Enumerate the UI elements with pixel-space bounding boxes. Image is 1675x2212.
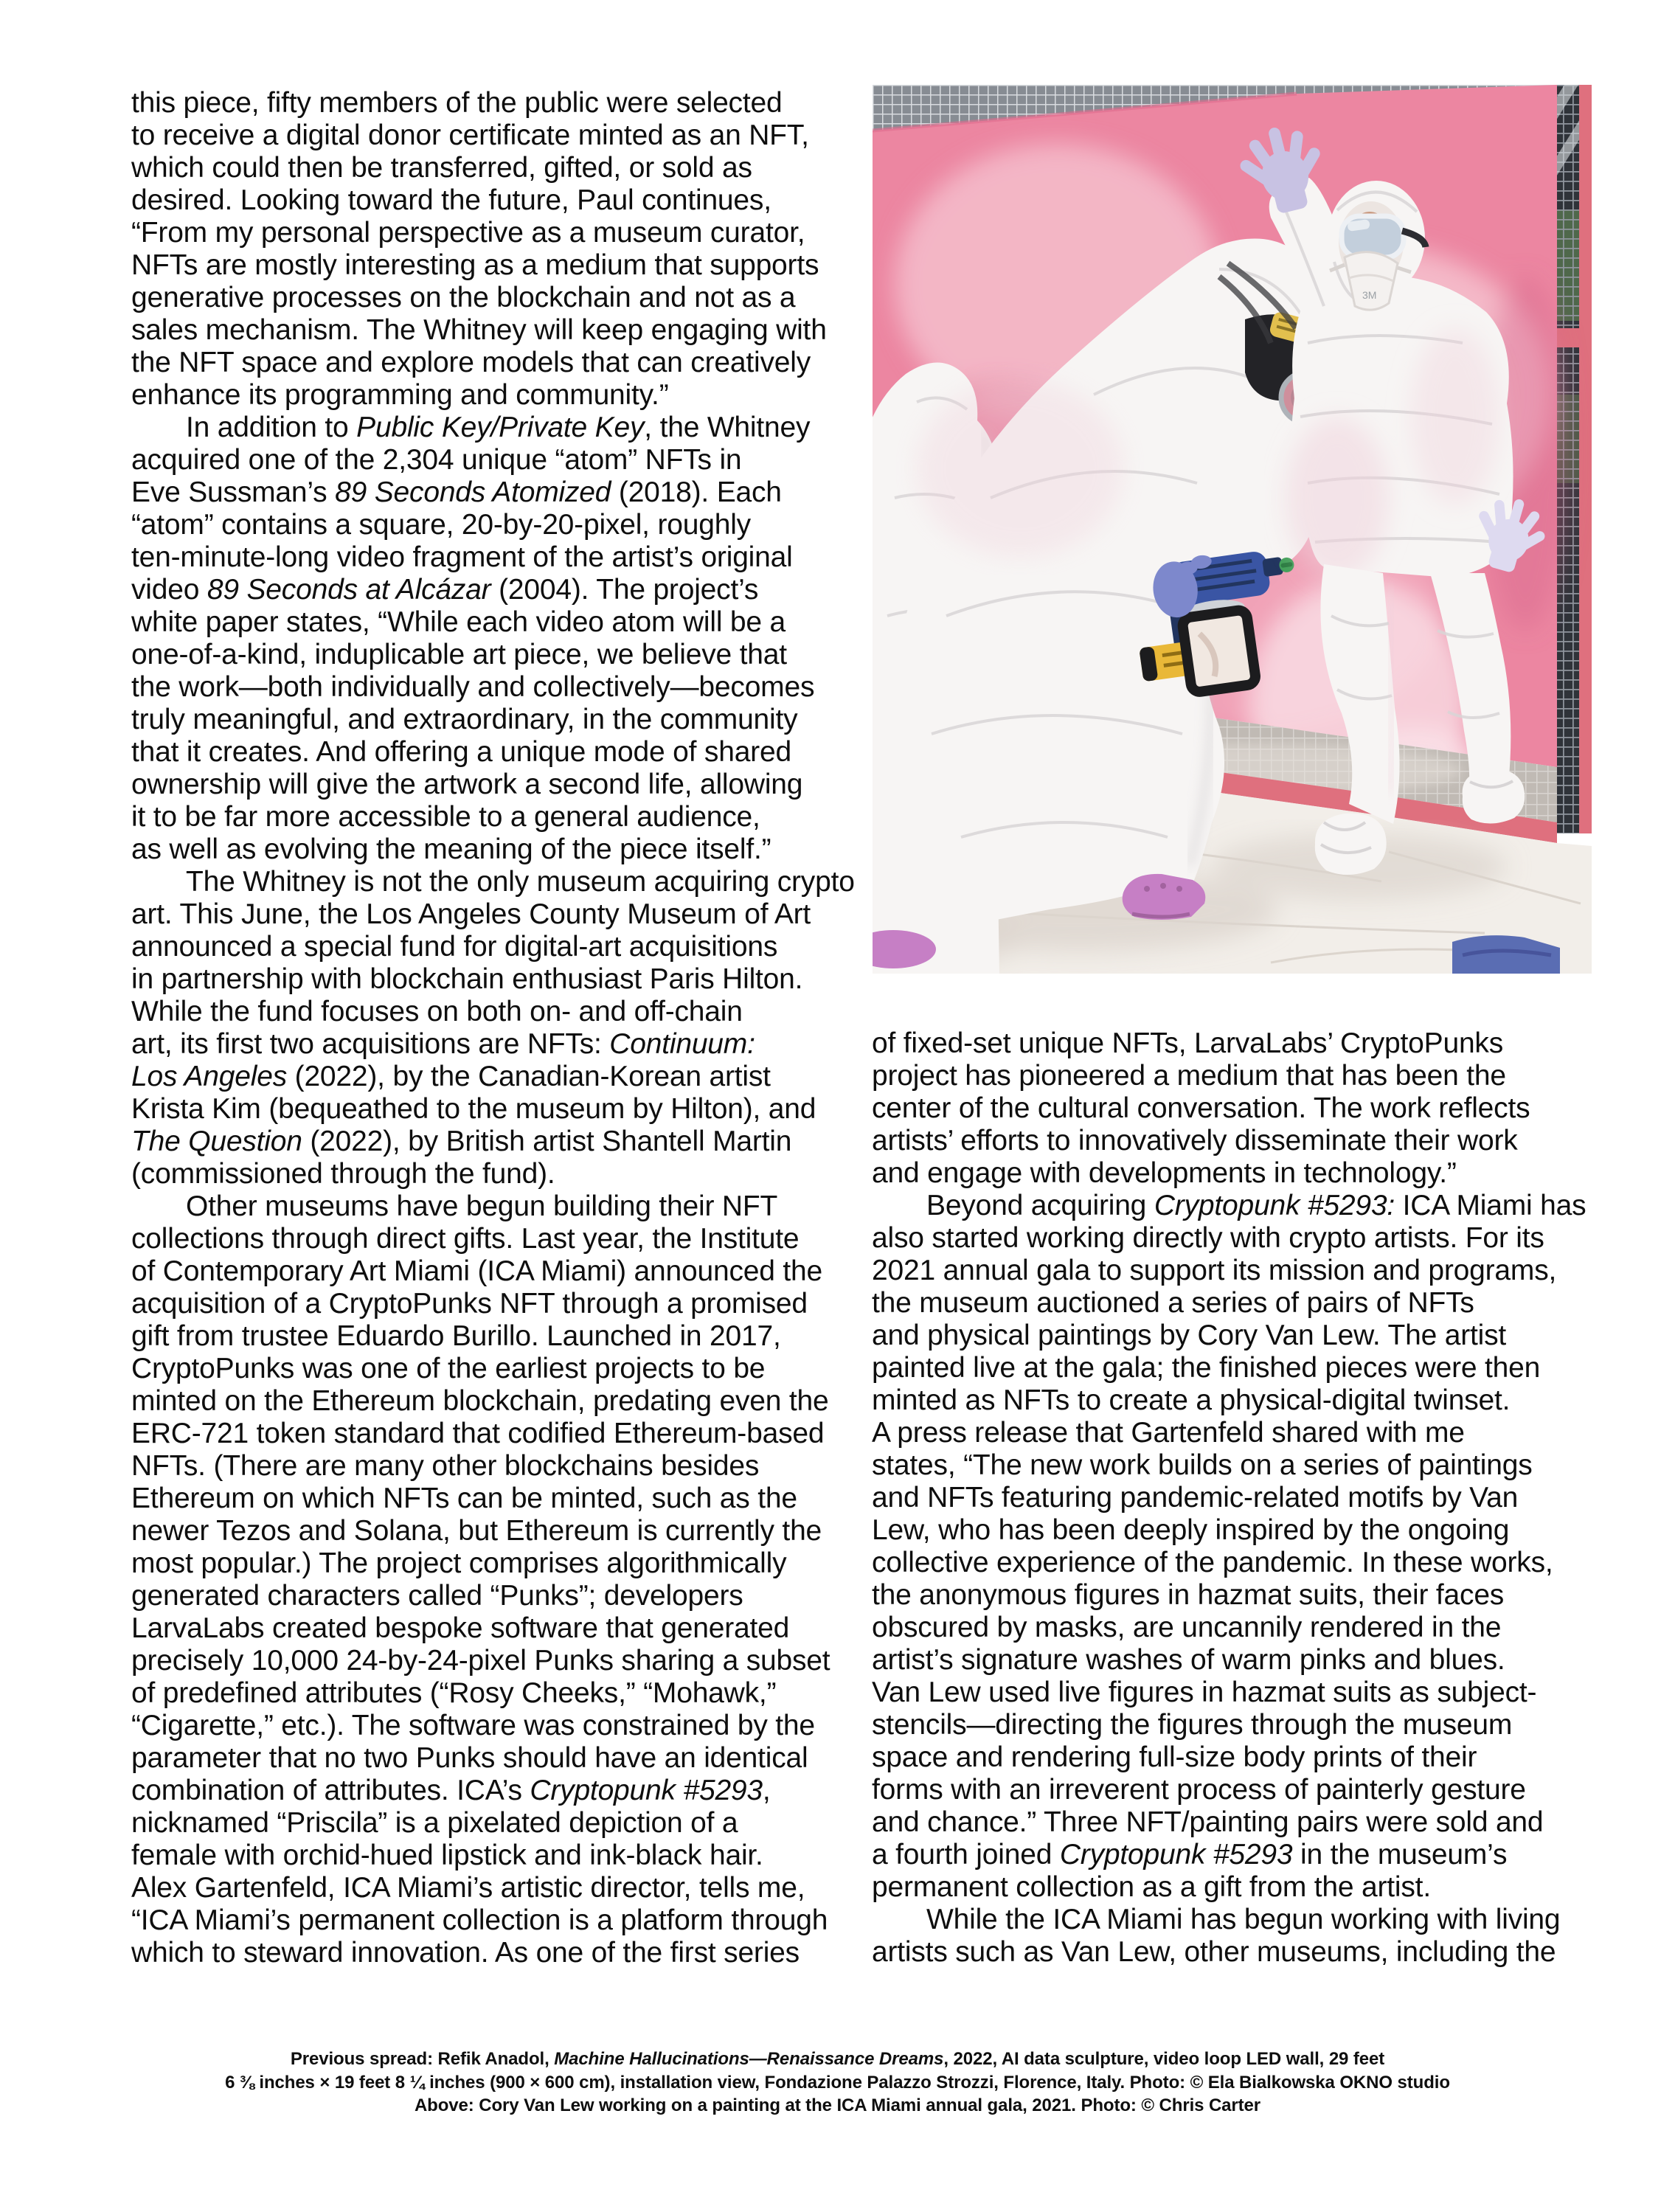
text-segment: A press release that Gartenfeld shared with me [872, 1417, 1465, 1449]
text-segment: of fixed-set unique NFTs, LarvaLabs’ CryptoPunks [872, 1027, 1504, 1059]
text-segment: Krista Kim (bequeathed to the museum by Hilton), and [131, 1093, 816, 1125]
text-line [131, 1872, 869, 1904]
text-line [872, 1125, 1609, 1157]
text-line [131, 1904, 869, 1937]
text-line [131, 1385, 869, 1418]
italic-text-segment: 89 Seconds at Alcázar [207, 574, 491, 606]
text-segment: video [131, 574, 207, 606]
text-line [131, 444, 869, 476]
text-segment: While the fund focuses on both on- and off-chain [131, 996, 743, 1027]
text-segment: minted on the Ethereum blockchain, predating even the [131, 1385, 829, 1417]
text-line [131, 866, 869, 898]
text-line [131, 1840, 869, 1872]
text-segment: The Whitney is not the only museum acquiring crypto [186, 866, 855, 898]
text-line [131, 736, 869, 769]
text-line [872, 1741, 1609, 1774]
text-segment: in partnership with blockchain enthusiast Paris Hilton. [131, 963, 803, 995]
text-segment: (2022), by British artist Shantell Martin [302, 1126, 792, 1157]
text-segment: most popular.) The project comprises algorithmically [131, 1547, 787, 1579]
text-segment: a fourth joined [872, 1839, 1060, 1871]
text-line [131, 541, 869, 574]
text-segment: combination of attributes. ICA’s [131, 1775, 530, 1806]
text-line [872, 1320, 1609, 1352]
text-line [131, 1612, 869, 1645]
text-segment: artist’s signature washes of warm pinks and blues. [872, 1644, 1505, 1676]
text-line [872, 1384, 1609, 1417]
italic-text-segment: Cryptopunk #5293 [1059, 1839, 1293, 1871]
text-segment: ten-minute-long video fragment of the artist’s original [131, 541, 793, 573]
text-segment: permanent collection as a gift from the artist. [872, 1871, 1431, 1903]
text-segment: female with orchid-hued lipstick and ink-black hair. [131, 1840, 763, 1871]
text-segment: which to steward innovation. As one of the first series [131, 1937, 800, 1969]
text-line [131, 1580, 869, 1612]
text-line [131, 1158, 869, 1190]
text-segment: desired. Looking toward the future, Paul continues, [131, 184, 771, 216]
text-segment: Eve Sussman’s [131, 476, 336, 508]
text-segment: (2022), by the Canadian-Korean artist [287, 1061, 771, 1092]
italic-text-segment: Machine Hallucinations—Renaissance Dreams [554, 2049, 944, 2069]
text-segment: “From my personal perspective as a museum curator, [131, 217, 805, 249]
text-line [131, 1093, 869, 1126]
text-line [872, 1677, 1609, 1709]
text-segment: and physical paintings by Cory Van Lew. The artist [872, 1320, 1507, 1351]
text-segment: (2004). The project’s [490, 574, 759, 606]
text-line [872, 1255, 1609, 1287]
text-segment: , [762, 1775, 771, 1806]
text-line [131, 184, 869, 217]
text-line [872, 1352, 1609, 1384]
text-segment: truly meaningful, and extraordinary, in the community [131, 704, 798, 735]
text-segment: gift from trustee Eduardo Burillo. Launched in 2017, [131, 1320, 781, 1352]
text-segment: newer Tezos and Solana, but Ethereum is currently the [131, 1515, 822, 1547]
text-line [872, 1287, 1609, 1320]
text-segment: minted as NFTs to create a physical-digital twinset. [872, 1384, 1511, 1416]
text-segment: parameter that no two Punks should have an identical [131, 1742, 808, 1774]
italic-text-segment: Public Key/Private Key [356, 412, 645, 443]
text-segment: “ICA Miami’s permanent collection is a platform through [131, 1904, 828, 1936]
text-segment: the NFT space and explore models that can creatively [131, 347, 811, 378]
gala-photo-illustration [873, 85, 1592, 974]
text-segment: project has pioneered a medium that has been the [872, 1060, 1506, 1092]
text-line [131, 1288, 869, 1320]
text-line [131, 87, 869, 119]
text-line [131, 1061, 869, 1093]
text-line [131, 119, 869, 152]
text-line [131, 1483, 869, 1515]
text-segment: “atom” contains a square, 20-by-20-pixel, roughly [131, 509, 751, 541]
text-line [131, 1320, 869, 1353]
text-segment: “Cigarette,” etc.). The software was constrained by the [131, 1710, 815, 1741]
text-line [131, 996, 869, 1028]
text-segment: ownership will give the artwork a second life, allowing [131, 769, 803, 800]
text-segment: center of the cultural conversation. The work reflects [872, 1092, 1530, 1124]
text-line [131, 1710, 869, 1742]
text-segment: the anonymous figures in hazmat suits, their faces [872, 1579, 1505, 1611]
text-line [131, 1450, 869, 1483]
italic-text-segment: Los Angeles [131, 1061, 288, 1092]
text-line [131, 412, 869, 444]
text-line [131, 1742, 869, 1775]
text-line [872, 1417, 1609, 1449]
text-segment: one-of-a-kind, induplicable art piece, we believe that [131, 639, 787, 670]
text-line [131, 1190, 869, 1223]
text-segment: nicknamed “Priscila” is a pixelated depiction of a [131, 1807, 738, 1839]
article-column-left [131, 87, 869, 1969]
mask-label: 3M [1362, 289, 1377, 301]
text-line [872, 1449, 1609, 1482]
text-line [872, 1514, 1609, 1547]
text-line [872, 1871, 1609, 1904]
text-line [131, 1353, 869, 1385]
text-line [872, 1190, 1609, 1222]
text-line [872, 1839, 1609, 1871]
gala-photo [873, 85, 1592, 974]
text-segment: art, its first two acquisitions are NFTs: [131, 1028, 610, 1060]
text-line [872, 1482, 1609, 1514]
text-line [131, 1028, 869, 1061]
text-line [131, 509, 869, 541]
text-line [131, 314, 869, 347]
photo-caption [0, 2048, 1675, 2118]
italic-text-segment: Continuum: [609, 1028, 755, 1060]
text-segment: collections through direct gifts. Last year, the Institute [131, 1223, 800, 1255]
text-segment: CryptoPunks was one of the earliest projects to be [131, 1353, 766, 1384]
text-line [131, 1255, 869, 1288]
text-segment: Van Lew used live figures in hazmat suits as subject- [872, 1677, 1537, 1708]
text-line [131, 1126, 869, 1158]
text-line [131, 639, 869, 671]
text-segment: ERC-721 token standard that codified Ethereum-based [131, 1418, 825, 1449]
text-line [872, 1936, 1609, 1969]
text-segment: Lew, who has been deeply inspired by the ongoing [872, 1514, 1510, 1546]
text-segment: this piece, fifty members of the public were selected [131, 87, 783, 119]
text-line [872, 1157, 1609, 1190]
text-segment: painted live at the gala; the finished pieces were then [872, 1352, 1541, 1384]
text-segment: and chance.” Three NFT/painting pairs were sold and [872, 1806, 1544, 1838]
text-line [131, 282, 869, 314]
text-segment: sales mechanism. The Whitney will keep engaging with [131, 314, 827, 346]
text-line [872, 1644, 1609, 1677]
text-segment: While the ICA Miami has begun working with living [926, 1904, 1561, 1935]
text-segment: 2021 annual gala to support its mission and programs, [872, 1255, 1557, 1286]
text-segment: the work—both individually and collectively—becomes [131, 671, 815, 703]
text-line [131, 704, 869, 736]
text-segment: white paper states, “While each video atom will be a [131, 606, 786, 638]
text-line [131, 801, 869, 833]
text-line [872, 1547, 1609, 1579]
text-segment: , the Whitney [644, 412, 811, 443]
text-segment: generated characters called “Punks”; developers [131, 1580, 743, 1612]
text-segment: Beyond acquiring [926, 1190, 1154, 1221]
text-segment: Ethereum on which NFTs can be minted, such as the [131, 1483, 797, 1514]
text-segment: obscured by masks, are uncannily rendered in the [872, 1612, 1502, 1643]
text-segment: and engage with developments in technology.” [872, 1157, 1457, 1189]
text-segment: artists’ efforts to innovatively disseminate their work [872, 1125, 1518, 1157]
text-line [872, 1709, 1609, 1741]
text-line [131, 379, 869, 412]
text-segment: also started working directly with crypto artists. For its [872, 1222, 1544, 1254]
text-segment: 6 ⅜ inches × 19 feet 8 ¼ inches (900 × 600 cm), installation view, Fondazione Palazzo Strozzi, Florence, Italy. Photo: © Ela Bialkowska OKNO studio [225, 2072, 1450, 2093]
text-segment: (commissioned through the fund). [131, 1158, 555, 1190]
text-segment: generative processes on the blockchain and not as a [131, 282, 796, 313]
text-segment: In addition to [186, 412, 357, 443]
text-segment: that it creates. And offering a unique mode of shared [131, 736, 791, 768]
text-line [131, 1547, 869, 1580]
text-line [872, 1806, 1609, 1839]
text-line [131, 1515, 869, 1547]
italic-text-segment: Cryptopunk #5293: [1154, 1190, 1395, 1221]
text-line [131, 931, 869, 963]
text-segment: artists such as Van Lew, other museums, including the [872, 1936, 1556, 1968]
italic-text-segment: 89 Seconds Atomized [335, 476, 611, 508]
text-segment: forms with an irreverent process of painterly gesture [872, 1774, 1526, 1806]
text-segment: Alex Gartenfeld, ICA Miami’s artistic director, tells me, [131, 1872, 805, 1904]
italic-text-segment: Cryptopunk #5293 [530, 1775, 763, 1806]
text-line [131, 769, 869, 801]
text-segment: as well as evolving the meaning of the piece itself.” [131, 833, 771, 865]
text-line [872, 1579, 1609, 1612]
italic-text-segment: The Question [131, 1126, 302, 1157]
text-segment: ICA Miami has [1394, 1190, 1586, 1221]
text-line [131, 217, 869, 249]
text-segment: which could then be transferred, gifted, or sold as [131, 152, 752, 184]
text-segment: to receive a digital donor certificate minted as an NFT, [131, 119, 809, 151]
text-segment: Above: Cory Van Lew working on a painting at the ICA Miami annual gala, 2021. Photo: © Chris Carter [414, 2095, 1261, 2115]
text-line [131, 1937, 869, 1969]
text-line [131, 249, 869, 282]
text-line [872, 1904, 1609, 1936]
text-segment: of predefined attributes (“Rosy Cheeks,” “Mohawk,” [131, 1677, 777, 1709]
text-line [131, 1223, 869, 1255]
text-segment: Previous spread: Refik Anadol, [290, 2049, 555, 2069]
text-line [872, 1612, 1609, 1644]
text-segment: acquisition of a CryptoPunks NFT through a promised [131, 1288, 808, 1320]
text-segment: of Contemporary Art Miami (ICA Miami) announced the [131, 1255, 823, 1287]
text-segment: , 2022, AI data sculpture, video loop LED wall, 29 feet [943, 2049, 1385, 2069]
text-segment: LarvaLabs created bespoke software that generated [131, 1612, 790, 1644]
text-line [0, 2094, 1675, 2118]
text-line [131, 833, 869, 866]
text-segment: Other museums have begun building their NFT [186, 1190, 778, 1222]
text-line [131, 1418, 869, 1450]
text-line [872, 1774, 1609, 1806]
text-line [131, 606, 869, 639]
text-line [131, 574, 869, 606]
text-segment: it to be far more accessible to a general audience, [131, 801, 760, 833]
text-line [131, 1677, 869, 1710]
text-segment: collective experience of the pandemic. In these works, [872, 1547, 1553, 1578]
text-segment: precisely 10,000 24-by-24-pixel Punks sharing a subset [131, 1645, 830, 1677]
text-segment: states, “The new work builds on a series of paintings [872, 1449, 1533, 1481]
text-segment: in the museum’s [1292, 1839, 1508, 1871]
text-line [131, 671, 869, 704]
text-line [131, 1645, 869, 1677]
text-segment: stencils—directing the figures through the museum [872, 1709, 1513, 1741]
text-segment: the museum auctioned a series of pairs of NFTs [872, 1287, 1474, 1319]
text-line [131, 476, 869, 509]
text-segment: (2018). Each [611, 476, 782, 508]
text-line [872, 1092, 1609, 1125]
text-line [131, 347, 869, 379]
text-segment: NFTs are mostly interesting as a medium that supports [131, 249, 819, 281]
text-segment: NFTs. (There are many other blockchains besides [131, 1450, 760, 1482]
text-segment: space and rendering full-size body prints of their [872, 1741, 1477, 1773]
croc-shoe-crouching-figure [1123, 874, 1206, 920]
text-line [131, 1775, 869, 1807]
text-segment: announced a special fund for digital-art acquisitions [131, 931, 778, 963]
text-line [131, 1807, 869, 1840]
text-line [872, 1222, 1609, 1255]
text-segment: acquired one of the 2,304 unique “atom” NFTs in [131, 444, 742, 476]
text-segment: and NFTs featuring pandemic-related motifs by Van [872, 1482, 1519, 1514]
text-line [872, 1060, 1609, 1092]
text-segment: enhance its programming and community.” [131, 379, 669, 411]
text-line [0, 2048, 1675, 2071]
text-line [0, 2071, 1675, 2095]
text-line [131, 898, 869, 931]
article-column-right [872, 1027, 1609, 1969]
text-line [131, 963, 869, 996]
text-line [872, 1027, 1609, 1060]
text-line [131, 152, 869, 184]
text-segment: art. This June, the Los Angeles County Museum of Art [131, 898, 811, 930]
